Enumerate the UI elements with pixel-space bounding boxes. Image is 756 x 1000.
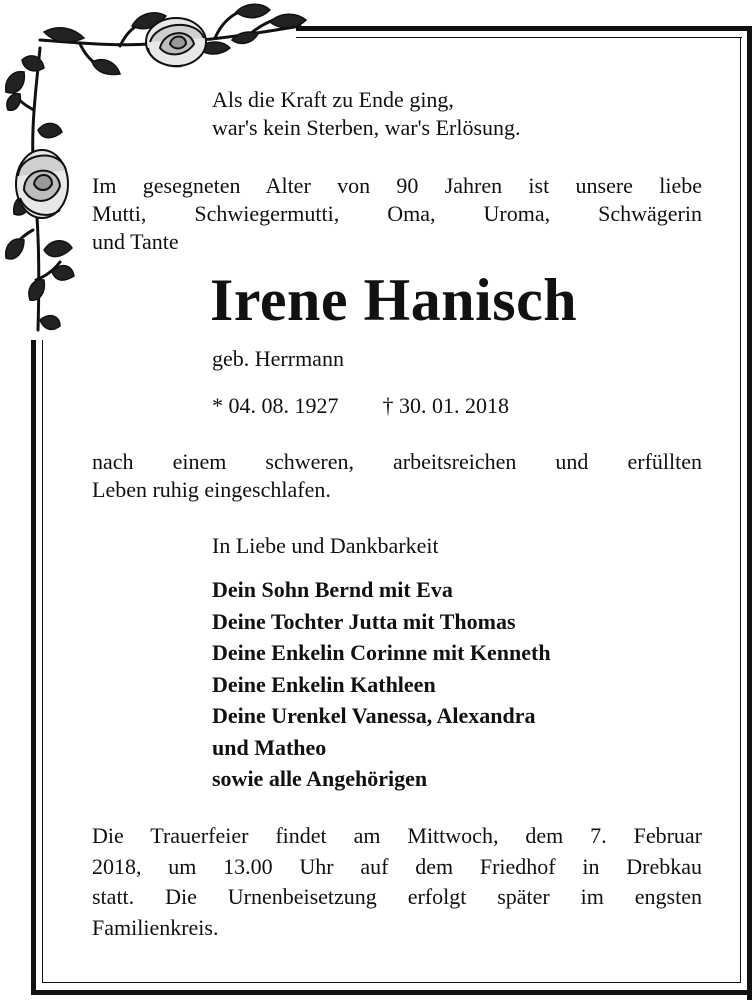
intro-line: Mutti, Schwiegermutti, Oma, Uroma, Schwägerin <box>92 201 702 226</box>
deceased-name: Irene Hanisch <box>210 267 578 333</box>
intro-line: Im gesegneten Alter von 90 Jahren ist unsere liebe <box>92 173 702 198</box>
mourner-line: Deine Enkelin Corinne mit Kenneth <box>212 640 551 665</box>
mourner-line: und Matheo <box>212 734 327 760</box>
frame-bottom-bar <box>31 990 752 995</box>
frame-right-bar <box>747 26 752 1000</box>
mourners-list <box>212 574 551 795</box>
mourner-line: Dein Sohn Bernd mit Eva <box>212 577 453 602</box>
death-date: † 30. 01. 2018 <box>382 393 509 418</box>
closing-phrase: In Liebe und Dankbarkeit <box>212 533 439 558</box>
frame-bottom-line <box>42 982 741 983</box>
poem-line: war's kein Sterben, war's Erlösung. <box>212 115 521 140</box>
funeral-line: 2018, um 13.00 Uhr auf dem Friedhof in Drebkau <box>92 853 702 879</box>
passing-line: nach einem schweren, arbeitsreichen und erfüllten <box>92 449 702 474</box>
funeral-info <box>92 821 702 943</box>
intro-line: und Tante <box>92 229 179 254</box>
frame-left-bar <box>31 340 36 995</box>
mourner-line: sowie alle Angehörigen <box>212 766 428 791</box>
intro-paragraph <box>92 172 702 256</box>
passing-line: Leben ruhig eingeschlafen. <box>92 477 331 502</box>
frame-right-line <box>740 37 741 983</box>
funeral-line: Die Trauerfeier findet am Mittwoch, dem 7. Februar <box>92 823 702 848</box>
passing-paragraph <box>92 448 702 504</box>
frame-top-bar <box>296 26 752 31</box>
funeral-line: Familienkreis. <box>92 914 219 940</box>
funeral-line: statt. Die Urnenbeisetzung erfolgt später im engsten <box>92 884 702 909</box>
mourner-line: Deine Enkelin Kathleen <box>212 671 436 697</box>
life-dates <box>212 392 509 420</box>
poem-line: Als die Kraft zu Ende ging, <box>212 87 454 112</box>
birth-name: geb. Herrmann <box>212 346 344 371</box>
poem <box>212 86 521 142</box>
frame-top-line <box>296 37 742 38</box>
frame-left-line <box>42 340 43 983</box>
mourner-line: Deine Urenkel Vanessa, Alexandra <box>212 703 536 728</box>
birth-date: * 04. 08. 1927 <box>212 393 339 418</box>
mourner-line: Deine Tochter Jutta mit Thomas <box>212 608 516 634</box>
